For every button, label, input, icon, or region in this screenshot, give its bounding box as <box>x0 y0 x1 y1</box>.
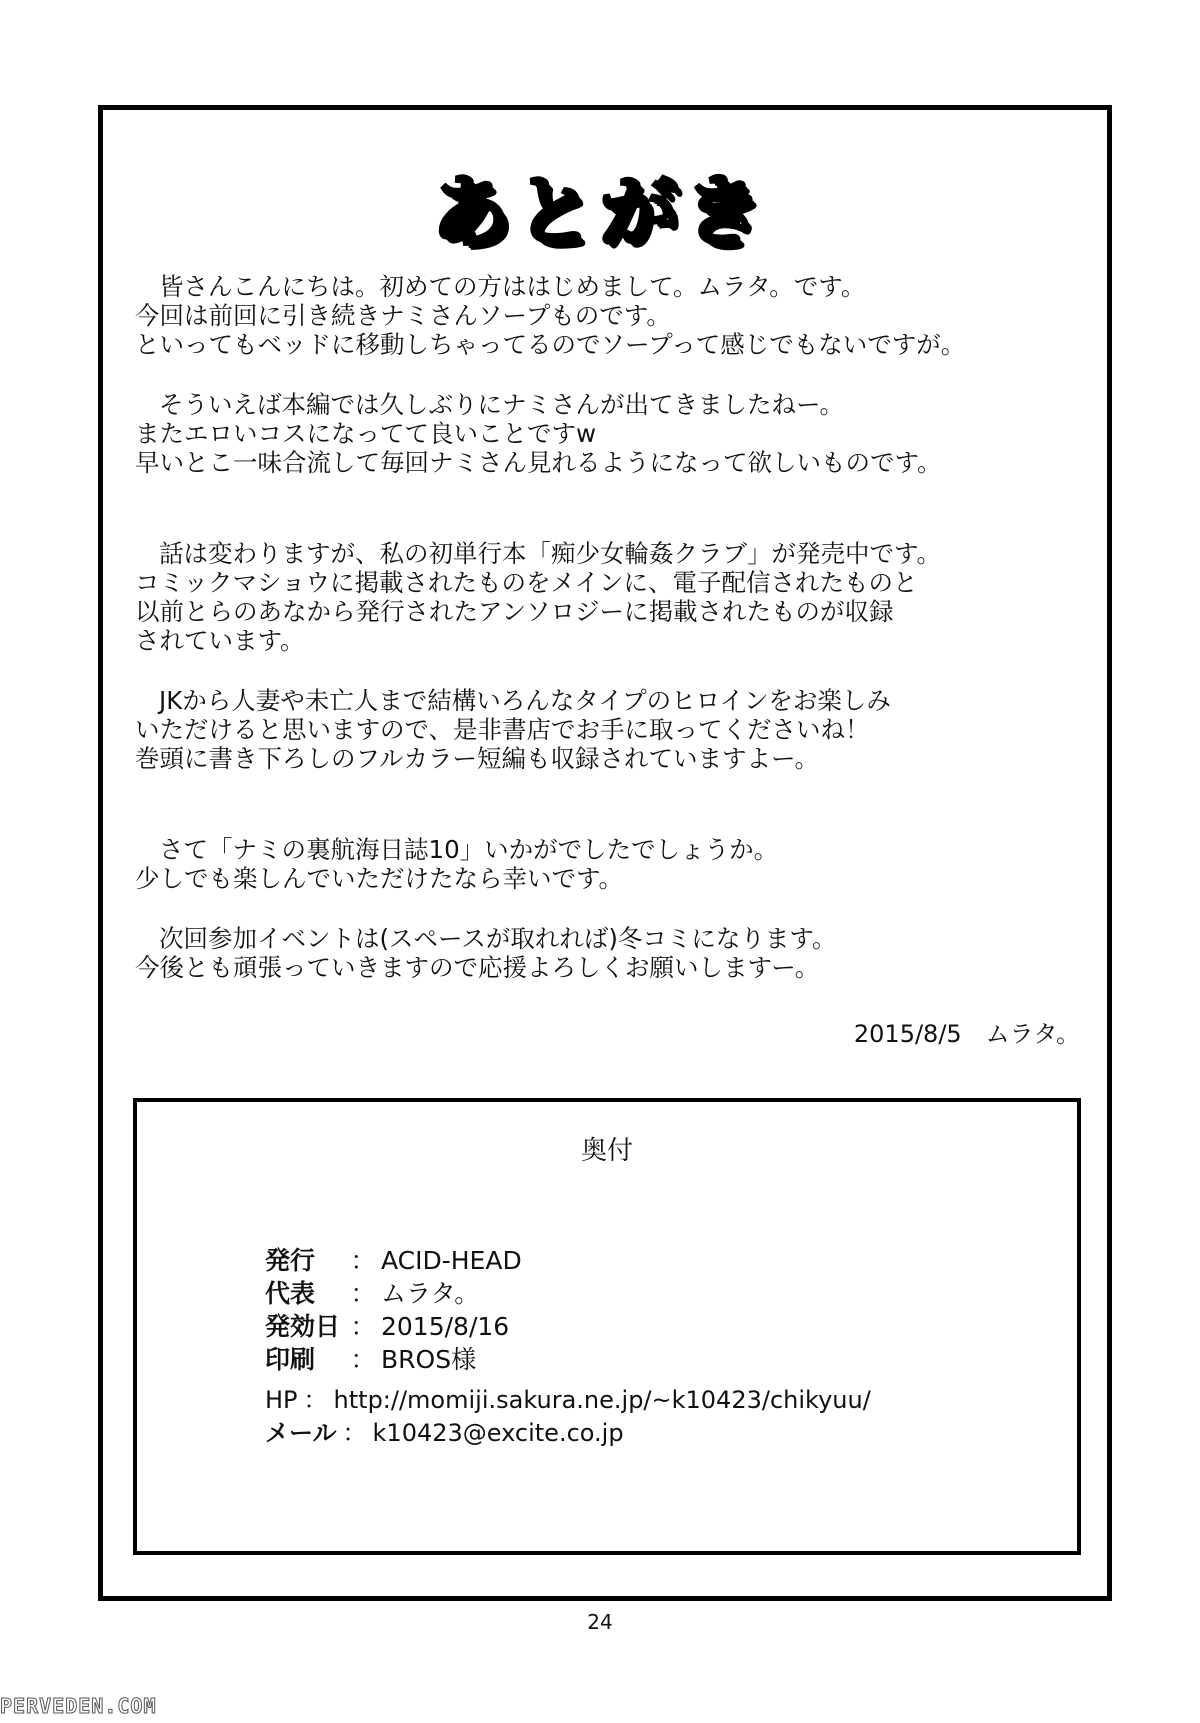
colophon-value: BROS様 <box>381 1345 477 1374</box>
colophon-label: 発行 <box>265 1246 316 1275</box>
colophon-separator: ： <box>303 1386 328 1414</box>
colophon-separator: ： <box>350 1312 376 1341</box>
paragraph-2 <box>135 390 1095 477</box>
text-line: JKから人妻や未亡人まで結構いろんなタイプのヒロインをお楽しみ <box>159 686 891 715</box>
signature: 2015/8/5 ムラタ。 <box>853 1020 1080 1048</box>
text-line: 巻頭に書き下ろしのフルカラー短編も収録されていますよー。 <box>135 744 820 773</box>
text-line: またエロいコスになってて良いことですw <box>135 419 597 448</box>
site-watermark: PERVEDEN.COM <box>0 1694 157 1718</box>
colophon-label: 印刷 <box>265 1345 316 1374</box>
colophon-value: ACID-HEAD <box>381 1246 522 1275</box>
text-line: 次回参加イベントは(スペースが取れれば)冬コミになります。 <box>159 924 837 953</box>
colophon-row-printer <box>265 1343 522 1376</box>
colophon-value: 2015/8/16 <box>381 1312 510 1341</box>
colophon-details <box>265 1244 522 1376</box>
paragraph-4 <box>135 686 1095 773</box>
colophon-row-homepage <box>265 1384 871 1417</box>
text-line: 今回は前回に引き続きナミさんソープものです。 <box>135 301 671 330</box>
colophon-separator: ： <box>350 1279 376 1308</box>
colophon-contacts <box>265 1384 871 1450</box>
text-line: そういえば本編では久しぶりにナミさんが出てきましたねー。 <box>159 390 845 419</box>
colophon-separator: ： <box>350 1345 376 1374</box>
colophon-value: ムラタ。 <box>381 1279 480 1308</box>
colophon-box <box>133 1098 1081 1555</box>
text-line: コミックマショウに掲載されたものをメインに、電子配信されたものと <box>135 568 918 597</box>
text-line: 以前とらのあなから発行されたアンソロジーに掲載されたものが収録 <box>135 597 894 626</box>
text-line: 話は変わりますが、私の初単行本「痴少女輪姦クラブ」が発売中です。 <box>159 539 942 568</box>
paragraph-6 <box>135 924 1095 982</box>
colophon-row-publisher <box>265 1244 522 1277</box>
text-line: といってもベッドに移動しちゃってるのでソープって感じでもないですが。 <box>135 330 966 359</box>
colophon-label: 代表 <box>265 1279 316 1308</box>
afterword-title: あとがき <box>431 168 768 258</box>
colophon-label: メール <box>265 1419 337 1447</box>
email-address: k10423@excite.co.jp <box>372 1419 624 1447</box>
homepage-url: http://momiji.sakura.ne.jp/~k10423/chikyuu/ <box>333 1386 871 1414</box>
text-line: 皆さんこんにちは。初めての方ははじめまして。ムラタ。です。 <box>159 272 866 301</box>
paragraph-5 <box>135 835 1095 893</box>
paragraph-1 <box>135 272 1095 359</box>
paragraph-3 <box>135 539 1095 655</box>
page-number: 24 <box>587 1610 613 1634</box>
colophon-label: HP <box>265 1386 298 1414</box>
text-line: されています。 <box>135 626 305 655</box>
afterword-body <box>135 272 1095 982</box>
text-line: 早いとこ一味合流して毎回ナミさん見れるようになって欲しいものです。 <box>135 448 942 477</box>
colophon-title: 奥付 <box>580 1136 633 1166</box>
text-line: いただけると思いますので、是非書店でお手に取ってくださいね！ <box>135 715 870 744</box>
colophon-row-email <box>265 1417 871 1450</box>
colophon-label: 発効日 <box>265 1312 341 1341</box>
text-line: さて「ナミの裏航海日誌10」いかがでしたでしょうか。 <box>159 835 779 864</box>
colophon-row-date <box>265 1310 522 1343</box>
colophon-row-representative <box>265 1277 522 1310</box>
text-line: 少しでも楽しんでいただけたなら幸いです。 <box>135 864 624 893</box>
text-line: 今後とも頑張っていきますので応援よろしくお願いしますー。 <box>135 953 820 982</box>
colophon-separator: ： <box>350 1246 376 1275</box>
colophon-separator: ： <box>342 1419 367 1447</box>
